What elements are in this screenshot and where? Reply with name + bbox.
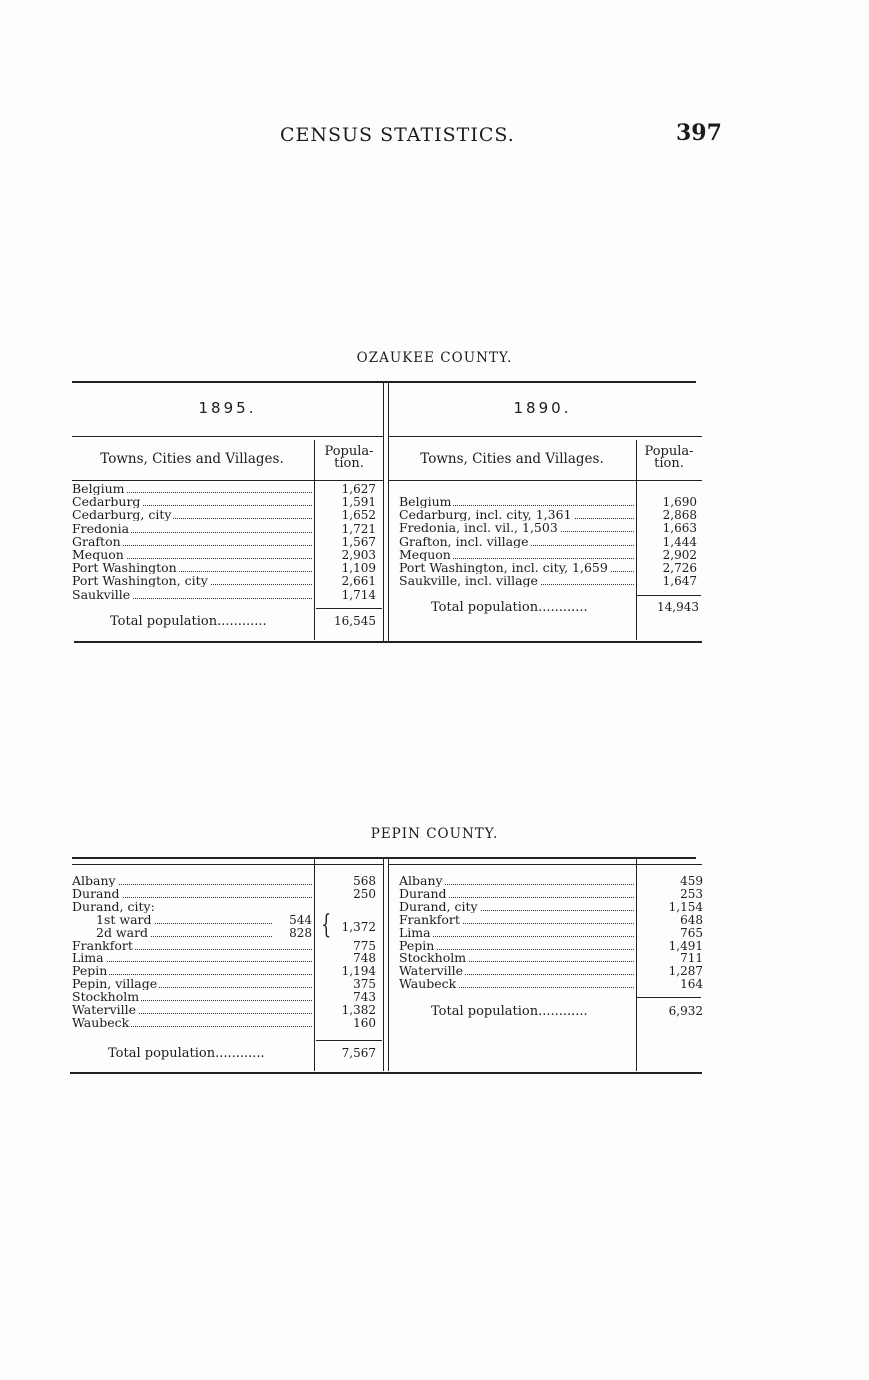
year-1895: 1895. xyxy=(198,399,257,417)
row-label: Cedarburg xyxy=(72,496,141,509)
center-double-rule-a xyxy=(383,383,384,641)
row-label: Mequon xyxy=(399,548,451,561)
row-value: 1,109 xyxy=(341,561,376,576)
row-label: Cedarburg, city xyxy=(72,509,172,522)
row-name xyxy=(399,914,634,926)
row-name xyxy=(72,549,312,561)
total-label-right: Total population............ xyxy=(431,1004,588,1019)
row-label: Waubeck xyxy=(72,1016,130,1029)
row-value: 250 xyxy=(353,886,376,901)
row-name xyxy=(72,901,312,913)
row-label: Durand, city xyxy=(399,900,478,913)
table-row xyxy=(72,562,383,574)
total-value-1890: 14,943 xyxy=(657,600,699,614)
row-value: 1,591 xyxy=(341,495,376,510)
table-row xyxy=(72,888,383,900)
row-name xyxy=(72,589,312,601)
row-label: Albany xyxy=(399,875,443,887)
table-row xyxy=(399,875,702,887)
table-row xyxy=(72,965,383,977)
row-label: Pepin xyxy=(399,939,435,952)
row-value: 1,647 xyxy=(662,574,697,589)
table-row xyxy=(399,952,702,964)
row-value: 164 xyxy=(680,977,703,992)
row-label: Waubeck xyxy=(399,978,457,991)
table-bottom-rule xyxy=(70,1072,702,1074)
year-rule-left xyxy=(72,436,383,437)
row-value: 2,868 xyxy=(662,508,697,523)
row-label: Cedarburg, incl. city, 1,361 xyxy=(399,509,572,522)
running-head: CENSUS STATISTICS. xyxy=(280,124,515,146)
col-pop-right: Popula- tion. xyxy=(644,444,694,471)
row-value: 568 xyxy=(353,874,376,888)
row-value: 375 xyxy=(353,977,376,992)
table-row xyxy=(72,1017,383,1029)
table-row xyxy=(72,575,383,587)
col-towns-left: Towns, Cities and Villages. xyxy=(100,451,284,467)
table-row xyxy=(72,940,383,952)
table-row xyxy=(72,875,383,887)
total-value-1895: 16,545 xyxy=(334,614,376,628)
thin-rule-right xyxy=(389,864,702,865)
table-bottom-rule xyxy=(74,641,702,643)
row-value: 1,721 xyxy=(341,521,376,536)
table-row xyxy=(399,509,702,521)
row-label: Frankfort xyxy=(399,913,460,926)
row-label: Saukville, incl. village xyxy=(399,575,538,588)
total-label-text: Total population xyxy=(431,1004,539,1019)
row-label: Lima xyxy=(72,952,104,965)
row-value: 1,194 xyxy=(341,964,376,979)
row-label: Fredonia xyxy=(72,522,130,535)
table-row xyxy=(72,496,383,508)
row-name xyxy=(399,496,634,508)
total-label-1890: Total population............ xyxy=(431,600,588,615)
table-row xyxy=(399,901,702,913)
row-value: 648 xyxy=(680,912,703,927)
row-name xyxy=(72,575,312,587)
row-name xyxy=(72,991,312,1003)
row-label: 1st ward xyxy=(96,913,152,926)
table-top-rule xyxy=(72,857,696,859)
ward-value: 544 xyxy=(272,914,312,926)
table-row xyxy=(72,978,383,990)
table-row xyxy=(399,496,702,508)
row-value: 2,726 xyxy=(662,561,697,575)
total-rule-left xyxy=(316,1040,382,1041)
pepin-county-title: PEPIN COUNTY. xyxy=(370,826,499,842)
center-double-rule-b xyxy=(388,383,389,641)
table-row xyxy=(72,1004,383,1016)
row-name xyxy=(399,536,634,548)
row-name xyxy=(72,1017,312,1029)
row-value: 1,663 xyxy=(662,521,697,536)
row-value: 743 xyxy=(353,990,376,1005)
head-rule-right xyxy=(389,480,702,481)
row-name xyxy=(72,523,312,535)
row-value: 1,627 xyxy=(341,482,376,496)
row-label: Grafton xyxy=(72,535,121,548)
row-name xyxy=(72,536,312,548)
total-label-text: Total population xyxy=(108,1046,216,1061)
leader-dots xyxy=(399,936,634,937)
row-value: 2,903 xyxy=(341,548,376,562)
table-row xyxy=(72,523,383,535)
row-label: Belgium xyxy=(399,496,452,508)
table-row xyxy=(399,940,702,952)
row-name xyxy=(399,888,634,900)
row-name xyxy=(72,940,312,952)
table-row xyxy=(399,965,702,977)
thin-rule-left xyxy=(72,864,383,865)
total-label-1895: Total population............ xyxy=(110,614,267,629)
table-row xyxy=(72,901,383,913)
row-label: Pepin, village xyxy=(72,978,158,991)
table-row xyxy=(399,927,702,939)
row-label: Durand, city: xyxy=(72,900,155,913)
row-label: Waterville xyxy=(72,1004,137,1016)
row-name xyxy=(399,927,634,939)
row-value: 765 xyxy=(680,925,703,940)
page-number: 397 xyxy=(676,120,722,146)
row-name xyxy=(72,952,312,964)
row-label: Port Washington, incl. city, 1,659 xyxy=(399,562,608,574)
row-name xyxy=(399,522,634,534)
row-label: Stockholm xyxy=(72,991,140,1004)
row-label: Durand xyxy=(72,887,120,900)
row-name xyxy=(72,509,312,521)
total-value-right: 6,932 xyxy=(668,1004,703,1018)
table-row xyxy=(72,549,383,561)
row-value: 2,902 xyxy=(662,547,697,562)
row-label: Port Washington, city xyxy=(72,575,208,588)
table-row xyxy=(72,991,383,1003)
row-value: 1,444 xyxy=(662,534,697,549)
row-value: 1,567 xyxy=(341,534,376,549)
row-value: 711 xyxy=(680,951,703,966)
table-row xyxy=(399,575,702,587)
table-row xyxy=(72,536,383,548)
total-label-left: Total population............ xyxy=(108,1046,265,1061)
row-value: 1,154 xyxy=(668,899,703,914)
row-name xyxy=(72,562,312,574)
row-label: Port Washington xyxy=(72,562,177,575)
total-value-left: 7,567 xyxy=(341,1046,376,1060)
row-value: 775 xyxy=(353,938,376,953)
row-value: 1,382 xyxy=(341,1003,376,1017)
row-value: 1,714 xyxy=(341,587,376,602)
brace-icon: { xyxy=(321,910,332,940)
col-pop-left: Popula- tion. xyxy=(324,444,374,471)
total-label-text: Total population xyxy=(110,614,218,629)
row-label: Stockholm xyxy=(399,952,467,965)
ward-value: 828 xyxy=(272,927,312,939)
row-value: 2,661 xyxy=(341,574,376,589)
row-name xyxy=(399,901,634,913)
row-label: Grafton, incl. village xyxy=(399,535,529,548)
row-value: 459 xyxy=(680,874,703,888)
head-rule-left xyxy=(72,480,383,481)
row-name xyxy=(399,978,634,990)
table-row xyxy=(399,914,702,926)
table-row xyxy=(72,483,383,495)
row-label: Saukville xyxy=(72,588,131,601)
row-label: Frankfort xyxy=(72,939,133,952)
table-row xyxy=(72,952,383,964)
table-row xyxy=(399,888,702,900)
row-label: Belgium xyxy=(72,483,125,495)
row-value: 1,690 xyxy=(662,495,697,509)
row-value: 160 xyxy=(353,1015,376,1030)
row-name xyxy=(72,496,312,508)
row-name xyxy=(399,575,634,587)
col-towns-right: Towns, Cities and Villages. xyxy=(420,451,604,467)
row-value: 1,491 xyxy=(668,938,703,953)
table-row xyxy=(399,549,702,561)
table-row xyxy=(72,589,383,601)
row-name xyxy=(72,875,312,887)
row-label: Albany xyxy=(72,875,116,887)
ozaukee-county-title: OZAUKEE COUNTY. xyxy=(356,350,513,366)
total-rule-right xyxy=(637,997,701,998)
row-label: 2d ward xyxy=(96,926,149,939)
row-name xyxy=(399,562,634,574)
total-rule-right xyxy=(637,595,701,596)
row-name xyxy=(72,483,312,495)
total-label-text: Total population xyxy=(431,600,539,615)
row-label: Fredonia, incl. vil., 1,503 xyxy=(399,522,558,535)
row-name xyxy=(72,1004,312,1016)
year-1890: 1890. xyxy=(513,399,572,417)
durand-city-total: 1,372 xyxy=(341,920,376,934)
row-label: Waterville xyxy=(399,965,464,978)
table-top-rule xyxy=(72,381,696,383)
leader-dots xyxy=(72,961,312,962)
row-name xyxy=(399,509,634,521)
row-value: 1,652 xyxy=(341,508,376,523)
row-value: 253 xyxy=(680,886,703,901)
row-label: Pepin xyxy=(72,965,108,978)
row-label: Durand xyxy=(399,887,447,900)
row-name xyxy=(72,888,312,900)
table-row xyxy=(399,978,702,990)
center-double-rule-a xyxy=(383,859,384,1071)
table-row xyxy=(399,562,702,574)
row-value: 748 xyxy=(353,951,376,966)
table-row xyxy=(72,509,383,521)
row-name xyxy=(399,875,634,887)
row-name xyxy=(399,965,634,977)
row-name xyxy=(399,952,634,964)
row-name xyxy=(399,940,634,952)
total-rule-left xyxy=(316,608,382,609)
row-label: Mequon xyxy=(72,549,124,561)
row-name xyxy=(72,978,312,990)
row-value: 1,287 xyxy=(668,964,703,979)
row-name xyxy=(399,549,634,561)
row-label: Lima xyxy=(399,926,431,939)
year-rule-right xyxy=(389,436,702,437)
row-name xyxy=(72,965,312,977)
table-row xyxy=(399,522,702,534)
table-row xyxy=(399,536,702,548)
center-double-rule-b xyxy=(388,859,389,1071)
